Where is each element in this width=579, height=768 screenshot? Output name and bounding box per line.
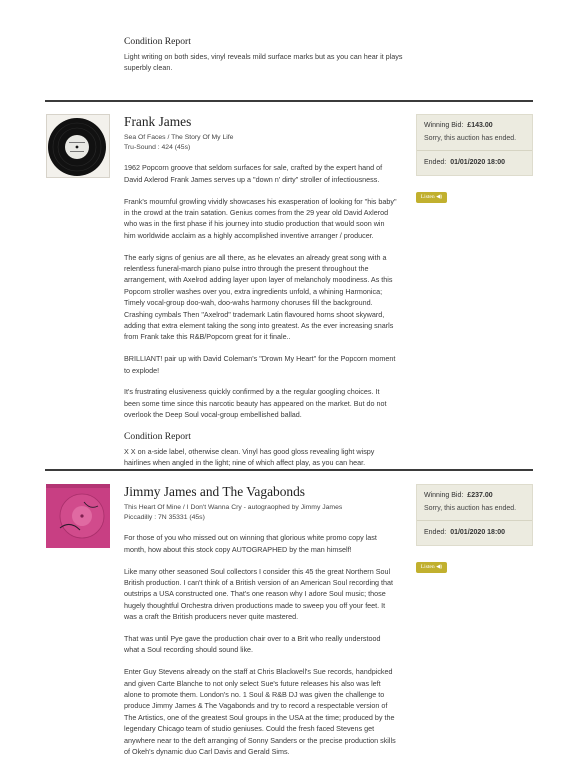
- description-paragraph: BRILLIANT! pair up with David Coleman's "Drown My Heart" for the Popcorn moment to explode!: [124, 354, 396, 375]
- record-thumbnail[interactable]: [46, 484, 110, 548]
- listing-label: Tru-Sound : 424 (45s): [124, 144, 191, 152]
- winning-bid: [417, 485, 532, 499]
- description-paragraph: Like many other seasoned Soul collectors I consider this 45 the great Northern Soul British production. I can't think of a British version of an American Soul recording that outstrips a USA constructed one. That's one reason why I adore Soul music; those hugely thoughtful Orchestra driven productions made to sweep you off your feet. It was a craft the British producers never quite mastered.: [124, 566, 394, 622]
- ended-value: 01/01/2020 18:00: [450, 529, 506, 536]
- listing-artist[interactable]: Jimmy James and The Vagabonds: [124, 484, 306, 499]
- ended-label: Ended:: [424, 159, 447, 166]
- listing-divider: [45, 469, 533, 471]
- listing-titles: This Heart Of Mine / I Don't Wanna Cry - autograophed by Jimmy James: [124, 504, 343, 511]
- ended-label: Ended:: [424, 529, 447, 536]
- description-paragraph: It's frustrating elusiveness quickly confirmed by a the regular googling choices. It been some time since this narcotic beauty has appeared on the market. But do not overlook the Deep Soul vocal-group embellished ballad.: [124, 387, 387, 420]
- listing-titles: Sea Of Faces / The Story Of My Life: [124, 134, 234, 141]
- condition-heading: Condition Report: [124, 36, 191, 47]
- previous-condition-report: [124, 36, 414, 74]
- listen-button[interactable]: Listen ◀): [416, 562, 447, 573]
- auction-status-box: [416, 114, 533, 176]
- ended-date: [417, 151, 532, 175]
- description-paragraph: The early signs of genius are all there, as he elevates an already great song with a relentless funeral-march piano pulse intro through the present throughout the arrangement, with Axelrod adding layer upon layer of melancholy moodiness. As this Popcorn stroller washes over you, extra ingredients unfold, a whining Harmonica; Timely vocal-group doo-wah, doo-wahs harmony choruses fill the background. Crashing cymbals Then "Axelrod" trademark Latin flavoured horns shoot skyward, adding that extra element taking the song into greatest. As the ever increasing snarls from Frank take this R&B/Popcorn great for it finale..: [124, 252, 394, 342]
- listing-artist[interactable]: Frank James: [124, 114, 192, 129]
- auction-ended-message: Sorry, this auction has ended.: [417, 499, 532, 521]
- winning-bid-value: £143.00: [467, 122, 493, 129]
- ended-value: 01/01/2020 18:00: [450, 159, 506, 166]
- winning-bid-label: Winning Bid:: [424, 492, 464, 499]
- vinyl-record-icon: [47, 115, 109, 177]
- listing-label: Piccadilly : 7N 35331 (45s): [124, 514, 205, 522]
- description-paragraph: Enter Guy Stevens already on the staff at Chris Blackwell's Sue records, handpicked and given Carte Blanche to not only select Sue's future releases his also was left alone to promote them. London's no. 1 Soul & R&B DJ was given the challenge to produce Jimmy James & The Vagabonds and try to record a respectable version of The Artistics, one of the greatest Soul groups in the USA at the time; produced by the legendary Chicago team of studio geniuses. Could the fresh faced Stevens get anywhere near to the deft arranging of Sonny Sanders or the precise production skills of Okeh's dynamic duo Carl Davis and Gerald Sims.: [124, 667, 396, 757]
- auction-status-box: [416, 484, 533, 546]
- description-paragraph: That was until Pye gave the production chair over to a Brit who really understood what a Soul recording should sound like.: [124, 634, 381, 655]
- listing-jimmy-james: [124, 484, 397, 768]
- winning-bid-label: Winning Bid:: [424, 122, 464, 129]
- description-paragraph: For those of you who missed out on winning that glorious white promo copy last month, how about this stock copy AUTOGRAPHED by the man himself!: [124, 533, 377, 554]
- condition-heading: Condition Report: [124, 431, 191, 443]
- record-thumbnail[interactable]: [46, 114, 110, 178]
- ended-date: [417, 521, 532, 545]
- winning-bid: [417, 115, 532, 129]
- condition-text: X X on a-side label, otherwise clean. Vinyl has good gloss revealing light wispy hairlines when angled in the light; nine of which affect play, as you can hear.: [124, 447, 375, 468]
- listing-divider: [45, 100, 533, 102]
- condition-text: Light writing on both sides, vinyl reveals mild surface marks but as you can hear it plays superbly clean.: [124, 52, 403, 73]
- listen-button[interactable]: Listen ◀): [416, 192, 447, 203]
- auction-ended-message: Sorry, this auction has ended.: [417, 129, 532, 151]
- record-sleeve-icon: [46, 484, 110, 548]
- winning-bid-value: £237.00: [467, 492, 493, 499]
- listing-frank-james: [124, 114, 397, 469]
- description-paragraph: Frank's mournful growling vividly showcases his exasperation of looking for "his baby" in the crowd at the train satation. Genius comes from the 29 year old David Axlerod who was in the first phase if his journey into studio production that would soon win him worldwide acclaim as a highly accomplished inventive arranger / producer.: [124, 196, 397, 240]
- description-paragraph: 1962 Popcorn groove that seldom surfaces for sale, crafted by the expert hand of David Axlerod Frank James serves up a "down n' dirty" stroller of infectiousness.: [124, 163, 383, 184]
